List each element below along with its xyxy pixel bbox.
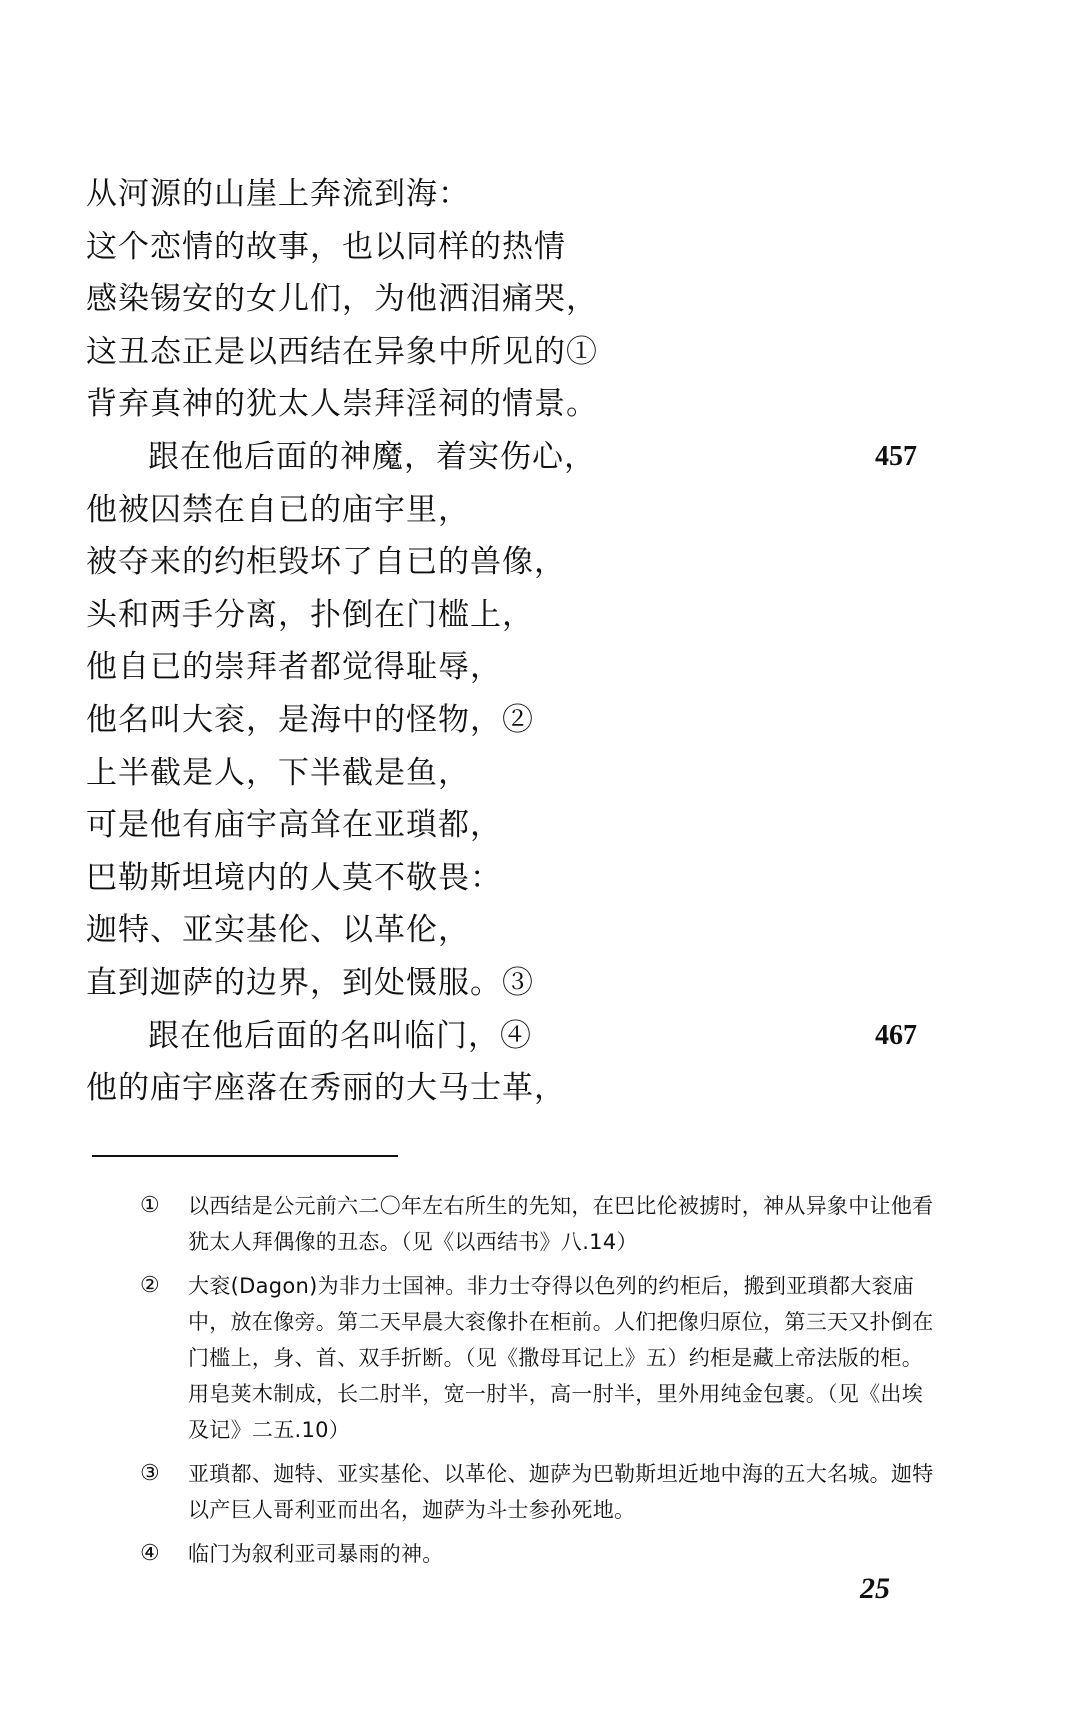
footnote-text: 临门为叙利亚司暴雨的神。 xyxy=(188,1542,444,1566)
poem-line xyxy=(86,168,986,221)
poem-line-text: 他的庙宇座落在秀丽的大马士革， xyxy=(86,1070,566,1107)
poem-line xyxy=(86,326,986,379)
poem-line xyxy=(86,957,986,1010)
poem-line xyxy=(86,904,986,957)
poem-line xyxy=(86,1062,986,1115)
poem-line-text: 迦特、亚实基伦、以革伦， xyxy=(86,912,470,949)
footnote-marker: ② xyxy=(140,1273,160,1298)
footnote xyxy=(140,1268,940,1448)
poem-line xyxy=(86,799,986,852)
footnote-divider xyxy=(92,1155,398,1157)
poem-line xyxy=(86,641,986,694)
poem-text xyxy=(86,168,986,1115)
poem-line-text: 头和两手分离，扑倒在门槛上， xyxy=(86,596,534,633)
poem-line-text: 感染锡安的女儿们，为他洒泪痛哭， xyxy=(86,281,598,318)
line-number: 457 xyxy=(875,440,917,472)
poem-line-text: 这丑态正是以西结在异象中所见的① xyxy=(86,333,598,370)
poem-line xyxy=(86,221,986,274)
page-number: 25 xyxy=(860,1572,890,1605)
poem-line-text: 背弃真神的犹太人崇拜淫祠的情景。 xyxy=(86,386,598,423)
poem-line xyxy=(86,589,986,642)
poem-line-text: 巴勒斯坦境内的人莫不敬畏： xyxy=(86,859,502,896)
poem-line-text: 跟在他后面的神魔，着实伤心， xyxy=(148,438,596,475)
footnote-marker: ① xyxy=(140,1193,160,1218)
poem-line xyxy=(86,273,986,326)
footnote-marker: ④ xyxy=(140,1541,160,1566)
footnote xyxy=(140,1188,940,1260)
poem-line-text: 直到迦萨的边界，到处慑服。③ xyxy=(86,964,534,1001)
line-number: 467 xyxy=(875,1019,917,1051)
poem-line-text: 这个恋情的故事，也以同样的热情 xyxy=(86,228,566,265)
poem-line xyxy=(86,431,986,484)
poem-line xyxy=(86,484,986,537)
poem-line-text: 跟在他后面的名叫临门，④ xyxy=(148,1017,532,1054)
poem-line xyxy=(86,747,986,800)
poem-line-text: 他自已的崇拜者都觉得耻辱， xyxy=(86,649,502,686)
poem-line-text: 可是他有庙宇高耸在亚瑣都， xyxy=(86,807,502,844)
poem-line-text: 从河源的山崖上奔流到海： xyxy=(86,176,470,212)
footnote-marker: ③ xyxy=(140,1461,160,1486)
poem-line xyxy=(86,378,986,431)
poem-line xyxy=(86,1010,986,1063)
poem-line-text: 他被囚禁在自已的庙宇里， xyxy=(86,491,470,528)
poem-line xyxy=(86,694,986,747)
footnote-text: 大衮(Dagon)为非力士国神。非力士夺得以色列的约柜后，搬到亚瑣都大衮庙中，放在像旁。第二天早晨大衮像扑在柜前。人们把像归原位，第三天又扑倒在门槛上，身、首、双手折断。（见《撒母耳记上》五）约柜是藏上帝法版的柜。用皂荚木制成，长二肘半，宽一肘半，高一肘半，里外用纯金包裹。（见《出埃及记》二五.10） xyxy=(188,1274,934,1442)
footnote-text: 以西结是公元前六二〇年左右所生的先知，在巴比伦被掳时，神从异象中让他看犹太人拜偶像的丑态。（见《以西结书》八.14） xyxy=(188,1194,934,1254)
footnote-text: 亚瑣都、迦特、亚实基伦、以革伦、迦萨为巴勒斯坦近地中海的五大名城。迦特以产巨人哥利亚而出名，迦萨为斗士参孙死地。 xyxy=(188,1462,934,1522)
poem-line-text: 上半截是人，下半截是鱼， xyxy=(86,754,470,791)
footnote xyxy=(140,1536,940,1572)
footnotes xyxy=(140,1188,940,1580)
footnote xyxy=(140,1456,940,1528)
poem-line xyxy=(86,852,986,905)
poem-line-text: 他名叫大衮，是海中的怪物，② xyxy=(86,701,534,738)
poem-line-text: 被夺来的约柜毁坏了自已的兽像， xyxy=(86,544,566,581)
poem-line xyxy=(86,536,986,589)
